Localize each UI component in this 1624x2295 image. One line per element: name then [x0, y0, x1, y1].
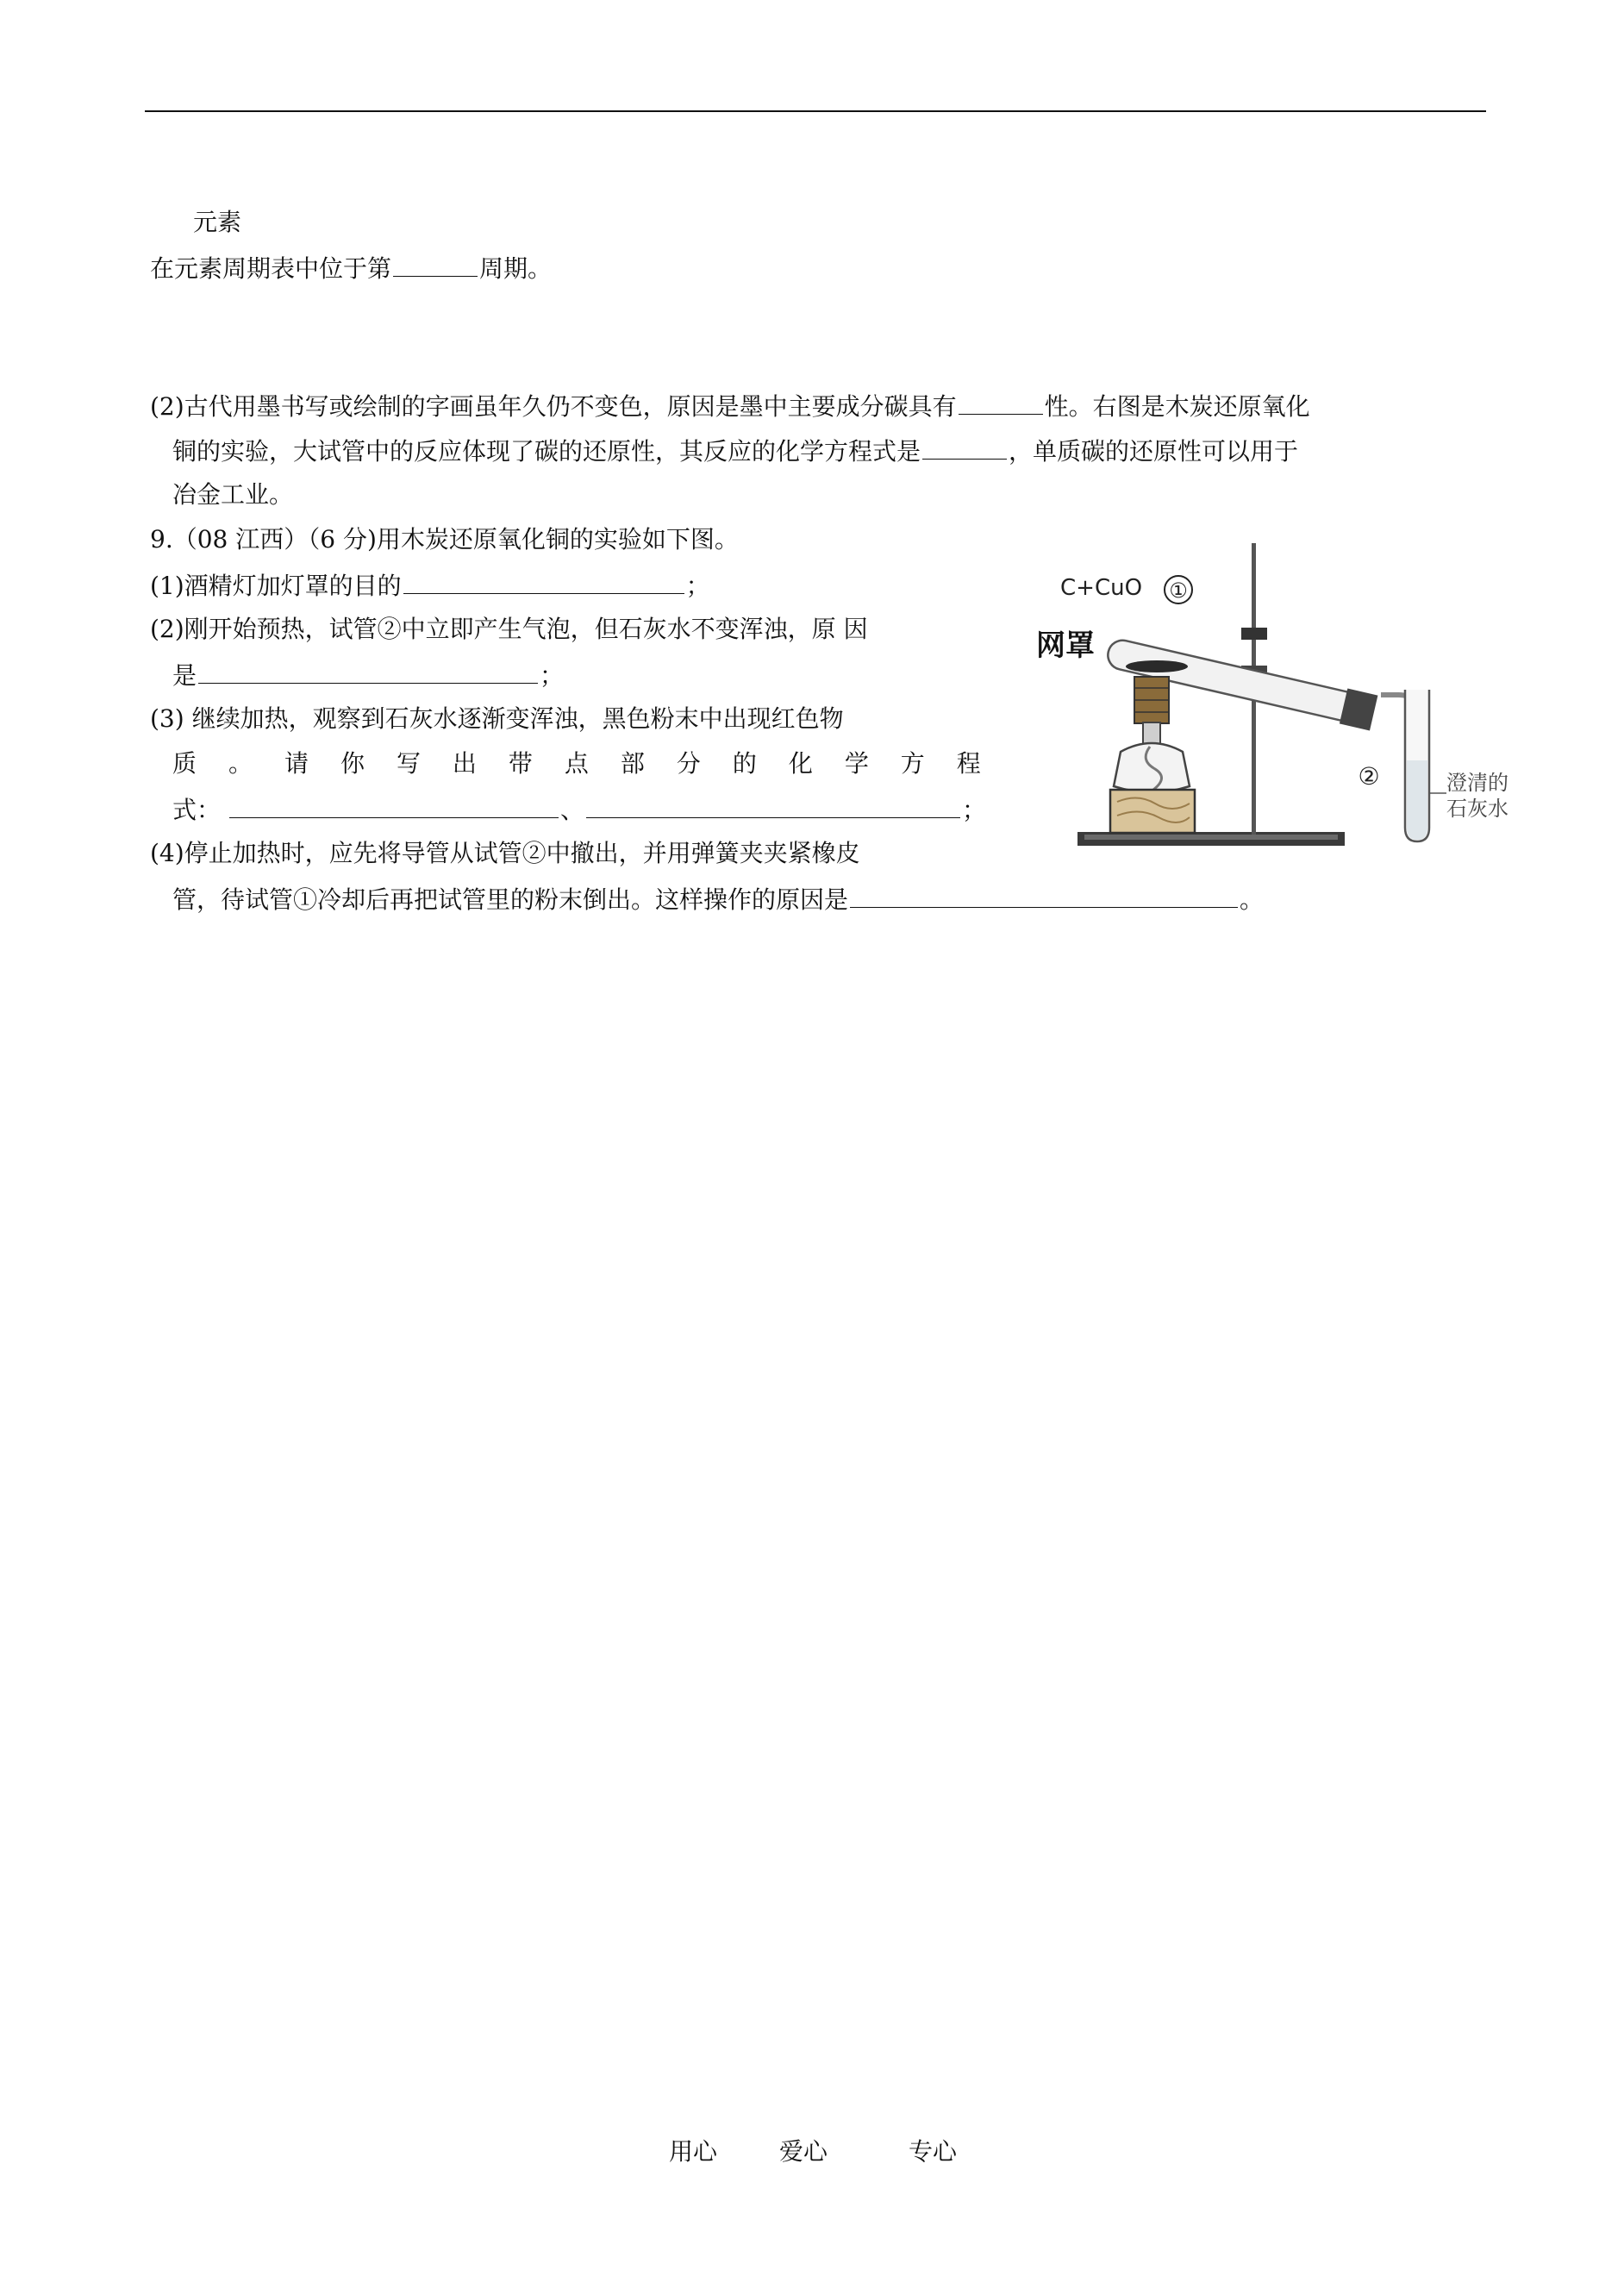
q9-equation-blank-1[interactable] — [229, 791, 559, 818]
q9-sub3-line3: 式： 、 ； — [172, 791, 986, 828]
label-tube2: ② — [1358, 762, 1380, 791]
equation-blank[interactable] — [922, 433, 1007, 460]
period-blank[interactable] — [393, 250, 478, 277]
powder — [1126, 660, 1188, 672]
q9-header: 9.（08 江西）（6 分)用木炭还原氧化铜的实验如下图。 — [150, 525, 739, 553]
footer-zhuanxin: 专心 — [909, 2137, 958, 2166]
part2-line1: (2)古代用墨书写或绘制的字画虽年久仍不变色，原因是墨中主要成分碳具有 性。右图是木炭还原氧化 — [150, 388, 1310, 424]
q9-sub4-line2: 管，待试管①冷却后再把试管里的粉末倒出。这样操作的原因是 。 — [172, 881, 1264, 917]
q9-sub3-line1: (3) 继续加热，观察到石灰水逐渐变浑浊，黑色粉末中出现红色物 — [150, 704, 844, 733]
q9-sub1: (1)酒精灯加灯罩的目的 ； — [150, 567, 710, 603]
part2-line2: 铜的实验，大试管中的反应体现了碳的还原性，其反应的化学方程式是 ，单质碳的还原性可以用于 — [172, 433, 1298, 469]
alcohol-lamp — [1114, 722, 1190, 792]
footer-yongxin: 用心 — [669, 2137, 718, 2166]
test-tube-2 — [1405, 690, 1429, 841]
apparatus-figure — [1036, 535, 1526, 862]
word-yuansu: 元素 — [193, 208, 242, 236]
header-rule — [145, 110, 1486, 112]
q9-sub2-line2: 是 ； — [172, 657, 564, 693]
q9-sub2-blank[interactable] — [198, 657, 538, 684]
part2-line3: 冶金工业。 — [172, 480, 294, 509]
q9-sub4-blank[interactable] — [850, 881, 1238, 908]
footer-aixin: 爱心 — [779, 2137, 828, 2166]
q9-sub4-line1: (4)停止加热时，应先将导管从试管②中撤出，并用弹簧夹夹紧橡皮 — [150, 839, 860, 867]
property-blank[interactable] — [959, 388, 1043, 415]
wood-block — [1110, 790, 1195, 833]
label-mesh: 网罩 — [1036, 628, 1095, 663]
label-tube1: ① — [1169, 578, 1188, 603]
q9-sub1-blank[interactable] — [403, 567, 684, 594]
q9-sub2-line1: (2)刚开始预热，试管②中立即产生气泡，但石灰水不变浑浊，原 因 — [150, 615, 868, 643]
clamp-upper — [1241, 628, 1267, 640]
label-limewater-1: 澄清的 — [1446, 771, 1508, 795]
q9-sub3-line2: 质 。 请 你 写 出 带 点 部 分 的 化 学 方 程 — [172, 749, 981, 778]
label-reactants: C+CuO — [1060, 575, 1143, 601]
period-question: 在元素周期表中位于第 周期。 — [150, 250, 552, 286]
q9-equation-blank-2[interactable] — [586, 791, 960, 818]
label-limewater-2: 石灰水 — [1446, 797, 1508, 821]
